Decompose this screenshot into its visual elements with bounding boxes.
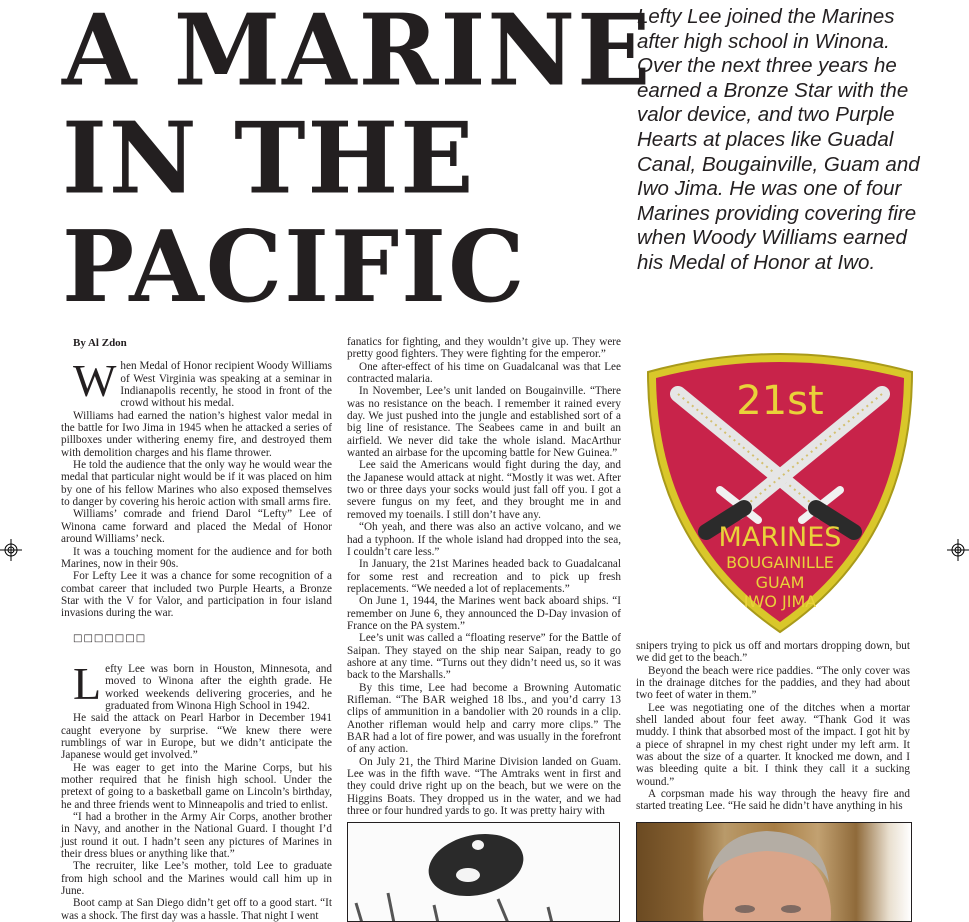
drop-cap: L [73, 657, 102, 709]
section-lead-text: efty Lee was born in Houston, Minnesota, and moved to Winona after the eighth grade. He worked weekends delivering groceries, and he graduated from Winona High School in 1942. [105, 662, 332, 712]
paragraph: Lee was negotiating one of the ditches when a mortar shell landed about four feet away. “Thank God it was muddy. I think that absorbed most of the impact. I got hit by a piece of shrapnel in my chest right under my left arm. It was about the size of a quarter. It knocked me down, and I was bleeding quite a bit. I think they call it a sucking wound.” [636, 701, 910, 788]
headline [62, 0, 653, 325]
registration-mark-icon [947, 539, 969, 561]
section-break: □□□□□□□ [73, 632, 147, 644]
paragraph: “I had a brother in the Army Air Corps, another brother in Navy, and another in the National Guard. I thought I’d just round it out. I hadn’t seen any pictures of Marines in their dress blues or anything like that.” [61, 811, 332, 861]
paragraph: In January, the 21st Marines headed back to Guadalcanal for some rest and recreation and to pick up fresh replacements. “We needed a lot of replacements.” [347, 558, 621, 595]
headline-line-2: IN THE [62, 100, 476, 217]
article-column-1 [61, 337, 332, 922]
headline-line-1: A MARINE [62, 0, 653, 109]
paragraph: On July 21, the Third Marine Division landed on Guam. Lee was in the fifth wave. “The Amtraks went in first and they could drive right up on the beach, but we were on the Higgins Boats. They dropped us in the water, and we had three or four hundred yards to go. It was pretty hairy with [347, 755, 621, 818]
patch-unit-text: 21st [736, 378, 824, 424]
paragraph: Lee’s unit was called a “floating reserve” for the Battle of Saipan. They stayed on the ship near Saipan, ready to go ashore at any time. “Turns out they didn’t need us, so it was back to the Marshalls.” [347, 632, 621, 682]
paragraph: Beyond the beach were rice paddies. “The only cover was in the drainage ditches for the paddies, and they had about two feet of water in them.” [636, 664, 910, 702]
paragraph: One after-effect of his time on Guadalcanal was that Lee contracted malaria. [347, 360, 621, 386]
paragraph: He was eager to get into the Marine Corps, but his mother required that he finish high school. Under the pretext of going to a basketball game on Lincoln’s birthday, he and three friends went to Minneapolis and tried to enlist. [61, 761, 332, 811]
paragraph: By this time, Lee had become a Browning Automatic Rifleman. “The BAR weighed 18 lbs., and you’d carry 13 clips of ammunition in a bandolier with 20 rounds in a clip. Another rifleman would help and carry more clips.” The BAR had a lot of fire power, and was usually in the forefront of any action. [347, 681, 621, 756]
continued-paragraph: fanatics for fighting, and they wouldn’t give up. They were pretty good fighters. They were fighting for the emperor.” [347, 336, 621, 361]
lefty-lee-portrait-photo [636, 822, 912, 922]
portrait-face-image [637, 823, 912, 922]
headline-line-3: PACIFIC [62, 208, 527, 325]
registration-mark-icon [0, 539, 22, 561]
paragraph: He said the attack on Pearl Harbor in December 1941 caught everyone by surprise. “We knew there were rumblings of war in Europe, but we didn’t anticipate the Japanese would get involved.” [61, 712, 332, 762]
section-lead-paragraph [61, 657, 332, 712]
paragraph: For Lefty Lee it was a chance for some recognition of a combat career that included two Purple Hearts, a Bronze Star with the V for Valor, and participation in four island invasions during the war. [61, 570, 332, 620]
patch-place-3: IWO JIMA [743, 592, 817, 611]
article-column-3 [636, 640, 910, 813]
paragraph: In November, Lee’s unit landed on Bougainville. “There was no resistance on the beach. I remember it rained every day. We just pushed into the jungle and established sort of a big line of resistance. The Seabees came in and built an airfield. We never did take the whole island. MacArthur wanted an airbase for the upcoming battle for New Guinea.” [347, 385, 621, 460]
patch-place-1: BOUGAINILLE [726, 553, 834, 572]
paragraph: “Oh yeah, and there was also an active volcano, and we had a typhoon. If the whole island had dropped into the sea, I couldn’t care less.” [347, 521, 621, 558]
paragraph: He told the audience that the only way he would wear the medal that particular night would be if it was placed on him by one of his fellow Marines who also exposed themselves to danger by covering his heroic action with small arms fire. [61, 459, 332, 509]
paragraph: It was a touching moment for the audience and for both Marines, now in their 90s. [61, 545, 332, 570]
continued-paragraph: snipers trying to pick us off and mortars dropping down, but we did get to the beach.” [636, 640, 910, 665]
paragraph: Lee said the Americans would fight during the day, and the Japanese would attack at night. “Mostly it was wet. After two or three days your socks would just fall off you. I got a severe fungus on my feet, and they brought me in and removed my toenails. I still don’t have any. [347, 459, 621, 521]
paragraph: Williams’ comrade and friend Darol “Lefty” Lee of Winona came forward and placed the Medal of Honor around Williams’ neck. [61, 508, 332, 546]
patch-name-text: MARINES [718, 522, 842, 553]
paragraph: On June 1, 1944, the Marines went back aboard ships. “I remember on June 6, they announced the D-Day invasion of France on the PA system.” [347, 595, 621, 632]
lead-paragraph-text: hen Medal of Honor recipient Woody Williams of West Virginia was speaking at a seminar in Indianapolis recently, he stood in front of the crowd without his medal. [120, 360, 332, 410]
deck-summary: Lefty Lee joined the Marines after high school in Winona. Over the next three years he earned a Bronze Star with the valor device, and two Purple Hearts at places like Guadal Canal, Bougainville, Guam and Iwo Jima. He was one of four Marines providing covering fire when Woody Williams earned his Medal of Honor at Iwo. [637, 5, 920, 274]
helmet-silhouette-image [348, 823, 620, 922]
lead-paragraph [61, 355, 332, 410]
byline: By Al Zdon [73, 337, 127, 349]
article-column-2 [347, 336, 621, 817]
drop-cap: W [73, 355, 117, 407]
historic-marine-photo [347, 822, 620, 922]
patch-place-2: GUAM [755, 573, 805, 592]
21st-marines-patch-image [640, 342, 920, 634]
paragraph: Williams had earned the nation’s highest valor medal in the battle for Iwo Jima in 1945 when he attacked a series of pillboxes under withering enemy fire, and destroyed them with demolition charges and his flame thrower. [61, 409, 332, 459]
paragraph: Boot camp at San Diego didn’t get off to a good start. “It was a shock. The first day was a hassle. That night I went [61, 897, 332, 922]
paragraph: A corpsman made his way through the heavy fire and started treating Lee. “He said he didn’t have anything in his [636, 788, 910, 813]
paragraph: The recruiter, like Lee’s mother, told Lee to graduate from high school and the Marines would call him up in June. [61, 860, 332, 898]
